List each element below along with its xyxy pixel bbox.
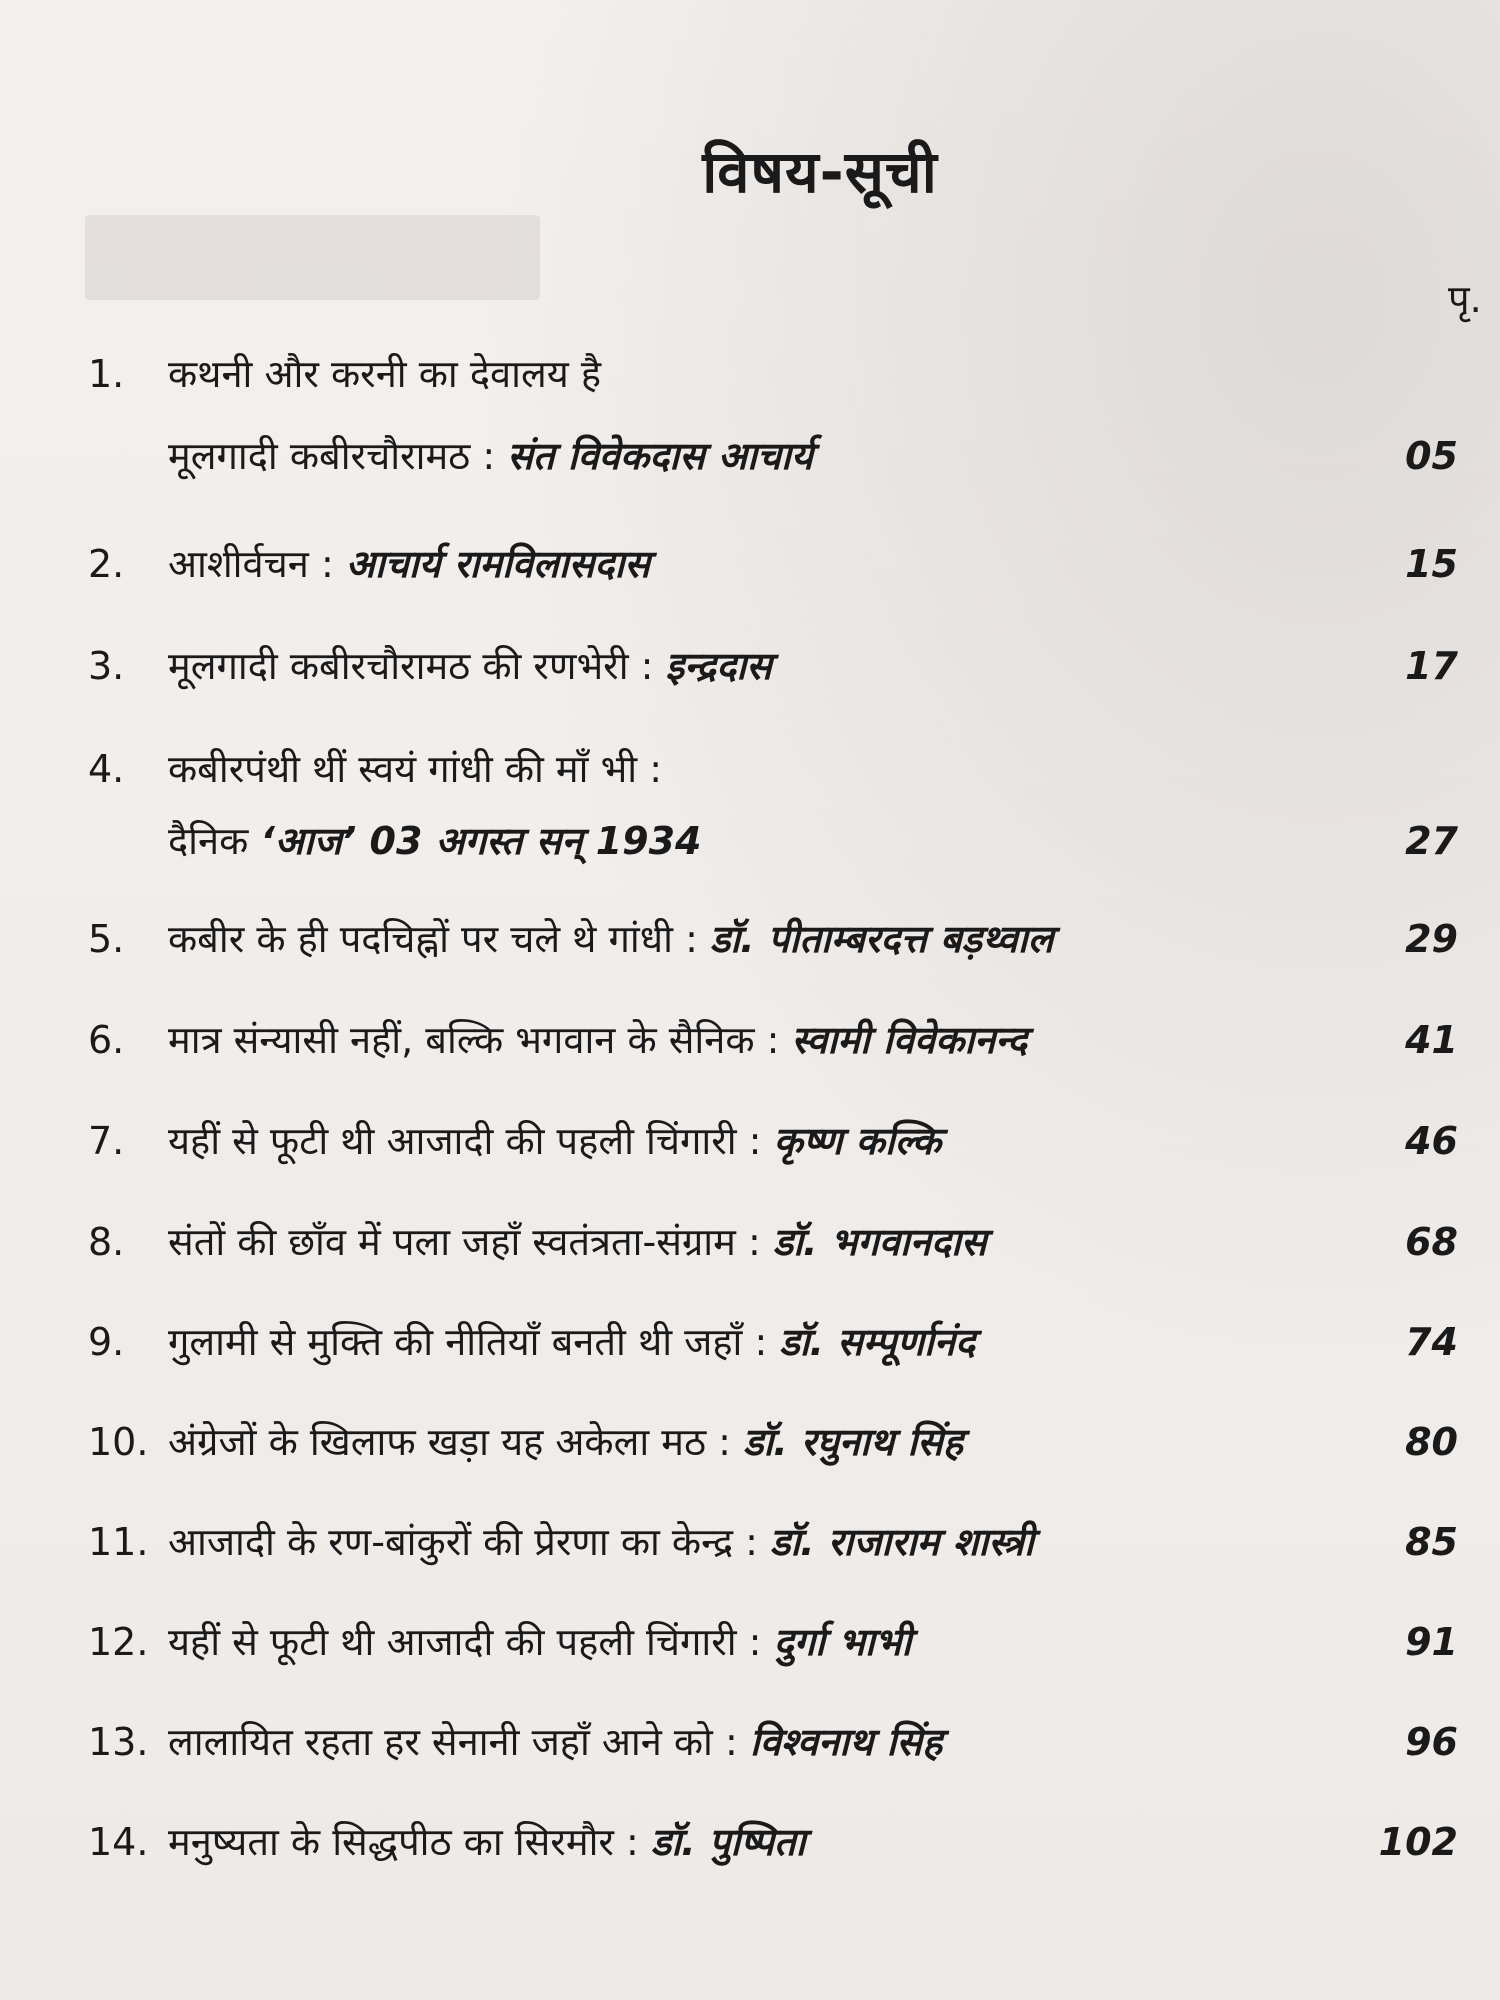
entry-text: मनुष्यता के सिद्धपीठ का सिरमौर : — [168, 1820, 651, 1864]
entry-number: 6. — [88, 1018, 125, 1062]
toc-entry-9 — [88, 1320, 1458, 1373]
entry-number: 14. — [88, 1820, 149, 1864]
entry-page-number: 102 — [1378, 1820, 1458, 1864]
entry-author: संत विवेकदास आचार्य — [507, 434, 813, 478]
entry-page-number: 05 — [1405, 434, 1458, 478]
entry-author: डॉ. राजाराम शास्त्री — [770, 1520, 1034, 1564]
toc-entry-14 — [88, 1820, 1458, 1873]
entry-author: कृष्ण कल्कि — [773, 1119, 942, 1163]
entry-author: आचार्य रामविलासदास — [345, 542, 650, 586]
entry-text: संतों की छाँव में पला जहाँ स्वतंत्रता-संग्राम : — [168, 1220, 773, 1264]
entry-number: 8. — [88, 1220, 125, 1264]
entry-text-line — [168, 644, 772, 688]
entry-text-line — [168, 1320, 976, 1364]
entry-page-number: 91 — [1405, 1620, 1458, 1664]
toc-entry-11 — [88, 1520, 1458, 1573]
entry-author: दुर्गा भाभी — [773, 1620, 912, 1664]
entry-text: दैनिक — [168, 819, 261, 863]
entry-number: 12. — [88, 1620, 149, 1664]
entry-number: 1. — [88, 352, 125, 396]
entry-text-line — [168, 1018, 1028, 1062]
entry-page-number: 29 — [1405, 917, 1458, 961]
entry-text-line-2 — [168, 819, 702, 863]
entry-text-line — [168, 917, 1054, 961]
entry-page-number: 15 — [1405, 542, 1458, 586]
entry-number: 9. — [88, 1320, 125, 1364]
entry-number: 7. — [88, 1119, 125, 1163]
toc-entry-7 — [88, 1119, 1458, 1172]
toc-entry-10 — [88, 1420, 1458, 1473]
entry-text-line — [168, 1220, 987, 1264]
entry-text-line: कबीरपंथी थीं स्वयं गांधी की माँ भी : — [168, 747, 663, 791]
entry-text: मात्र संन्यासी नहीं, बल्कि भगवान के सैनिक : — [168, 1018, 792, 1062]
entry-author: स्वामी विवेकानन्द — [791, 1018, 1028, 1062]
entry-text: गुलामी से मुक्ति की नीतियाँ बनती थी जहाँ : — [168, 1320, 780, 1364]
entry-page-number: 85 — [1405, 1520, 1458, 1564]
entry-author: विश्वनाथ सिंह — [749, 1720, 943, 1764]
entry-author: डॉ. भगवानदास — [772, 1220, 987, 1264]
entry-page-number: 80 — [1405, 1420, 1458, 1464]
entry-text-line: कथनी और करनी का देवालय है — [168, 352, 602, 396]
toc-entry-1 — [88, 352, 1458, 478]
entry-text: यहीं से फूटी थी आजादी की पहली चिंगारी : — [168, 1620, 774, 1664]
entry-author: डॉ. पीताम्बरदत्त बड़थ्वाल — [709, 917, 1054, 961]
toc-entry-2 — [88, 542, 1458, 595]
entry-text-line — [168, 1620, 912, 1664]
entry-text-line — [168, 1720, 943, 1764]
entry-text: मूलगादी कबीरचौरामठ की रणभेरी : — [168, 644, 666, 688]
bleed-through-band — [85, 215, 540, 300]
entry-page-number: 68 — [1405, 1220, 1458, 1264]
entry-text-line — [168, 1119, 942, 1163]
entry-number: 5. — [88, 917, 125, 961]
toc-entry-5 — [88, 917, 1458, 970]
entry-page-number: 46 — [1405, 1119, 1458, 1163]
entry-page-number: 27 — [1405, 819, 1458, 863]
entry-number: 11. — [88, 1520, 149, 1564]
entry-text: लालायित रहता हर सेनानी जहाँ आने को : — [168, 1720, 750, 1764]
entry-author: डॉ. रघुनाथ सिंह — [743, 1420, 964, 1464]
entry-number: 2. — [88, 542, 125, 586]
entry-number: 3. — [88, 644, 125, 688]
entry-author: डॉ. पुष्पिता — [650, 1820, 806, 1864]
entry-text: कबीर के ही पदचिह्नों पर चले थे गांधी : — [168, 917, 710, 961]
page-column-label: पृ. — [1448, 277, 1482, 321]
entry-page-number: 74 — [1405, 1320, 1458, 1364]
entry-number: 4. — [88, 747, 125, 791]
entry-author: इन्द्रदास — [665, 644, 772, 688]
toc-entry-6 — [88, 1018, 1458, 1071]
entry-text-line — [168, 1420, 964, 1464]
toc-entry-13 — [88, 1720, 1458, 1773]
entry-text: अंग्रेजों के खिलाफ खड़ा यह अकेला मठ : — [168, 1420, 744, 1464]
entry-text: मूलगादी कबीरचौरामठ : — [168, 434, 508, 478]
toc-entry-12 — [88, 1620, 1458, 1673]
entry-page-number: 17 — [1405, 644, 1458, 688]
entry-page-number: 41 — [1405, 1018, 1458, 1062]
entry-text: यहीं से फूटी थी आजादी की पहली चिंगारी : — [168, 1119, 774, 1163]
entry-text-line-2 — [168, 434, 813, 478]
entry-author: डॉ. सम्पूर्णानंद — [779, 1320, 976, 1364]
entry-text: आजादी के रण-बांकुरों की प्रेरणा का केन्द्र : — [168, 1520, 770, 1564]
toc-entry-3 — [88, 644, 1458, 697]
entry-text: आशीर्वचन : — [168, 542, 346, 586]
toc-entry-4 — [88, 747, 1458, 870]
entry-text-line — [168, 1820, 806, 1864]
entry-text-line — [168, 542, 650, 586]
entry-number: 13. — [88, 1720, 149, 1764]
entry-author: ‘आज’ 03 अगस्त सन् 1934 — [260, 819, 702, 863]
page-title: विषय-सूची — [702, 138, 938, 206]
entry-text-line — [168, 1520, 1034, 1564]
entry-page-number: 96 — [1405, 1720, 1458, 1764]
entry-number: 10. — [88, 1420, 149, 1464]
toc-entry-8 — [88, 1220, 1458, 1273]
